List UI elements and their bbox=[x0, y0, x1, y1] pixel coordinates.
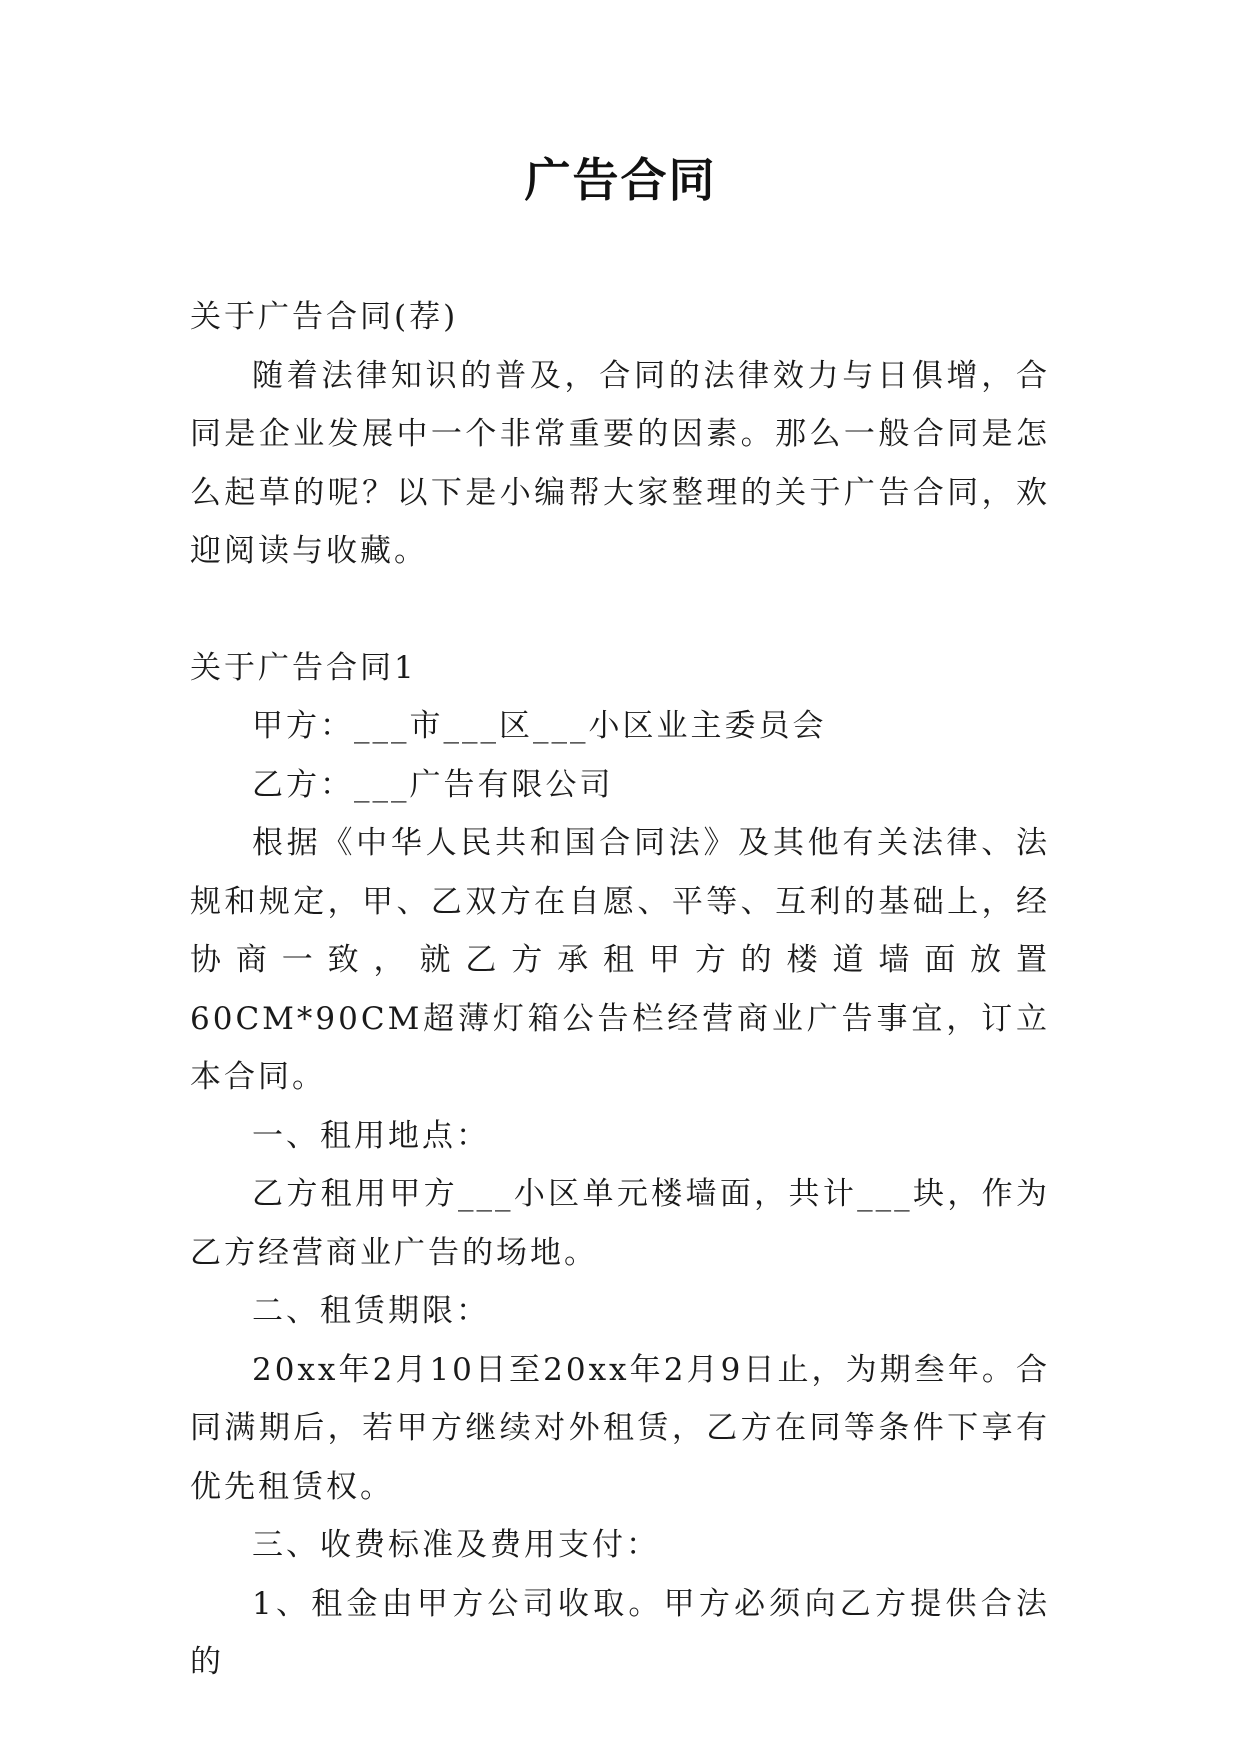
clause-3-heading: 三、收费标准及费用支付： bbox=[252, 1527, 660, 1563]
clause-2-text: 20xx年2月10日至20xx年2月9日止，为期叁年。合同满期后，若甲方继续对外租赁，乙方在同等条件下享有优先租赁权。 bbox=[190, 1351, 1050, 1505]
intro-paragraph: 随着法律知识的普及，合同的法律效力与日俱增，合同是企业发展中一个非常重要的因素。那么一般合同是怎么起草的呢？以下是小编帮大家整理的关于广告合同，欢迎阅读与收藏。 bbox=[190, 357, 1050, 569]
clause-3-item-1: 1、租金由甲方公司收取。甲方必须向乙方提供合法的 bbox=[190, 1585, 1050, 1680]
document-title: 广告合同 bbox=[524, 153, 717, 207]
paragraph-gap bbox=[190, 581, 1050, 639]
clause-2-heading: 二、租赁期限： bbox=[252, 1293, 490, 1329]
document-subtitle: 关于广告合同(荐) bbox=[190, 299, 459, 335]
document-body bbox=[190, 288, 1050, 1692]
party-a-line: 甲方：___市___区___小区业主委员会 bbox=[252, 708, 827, 744]
party-b-line: 乙方：___广告有限公司 bbox=[252, 766, 614, 803]
clause-1-text: 乙方租用甲方___小区单元楼墙面，共计___块，作为乙方经营商业广告的场地。 bbox=[190, 1176, 1050, 1271]
basis-paragraph: 根据《中华人民共和国合同法》及其他有关法律、法规和规定，甲、乙双方在自愿、平等、互利的基础上，经协商一致，就乙方承租甲方的楼道墙面放置60CM*90CM超薄灯箱公告栏经营商业广告事宜，订立本合同。 bbox=[190, 825, 1050, 1095]
section-heading: 关于广告合同1 bbox=[190, 649, 417, 686]
clause-1-heading: 一、租用地点： bbox=[252, 1117, 490, 1154]
